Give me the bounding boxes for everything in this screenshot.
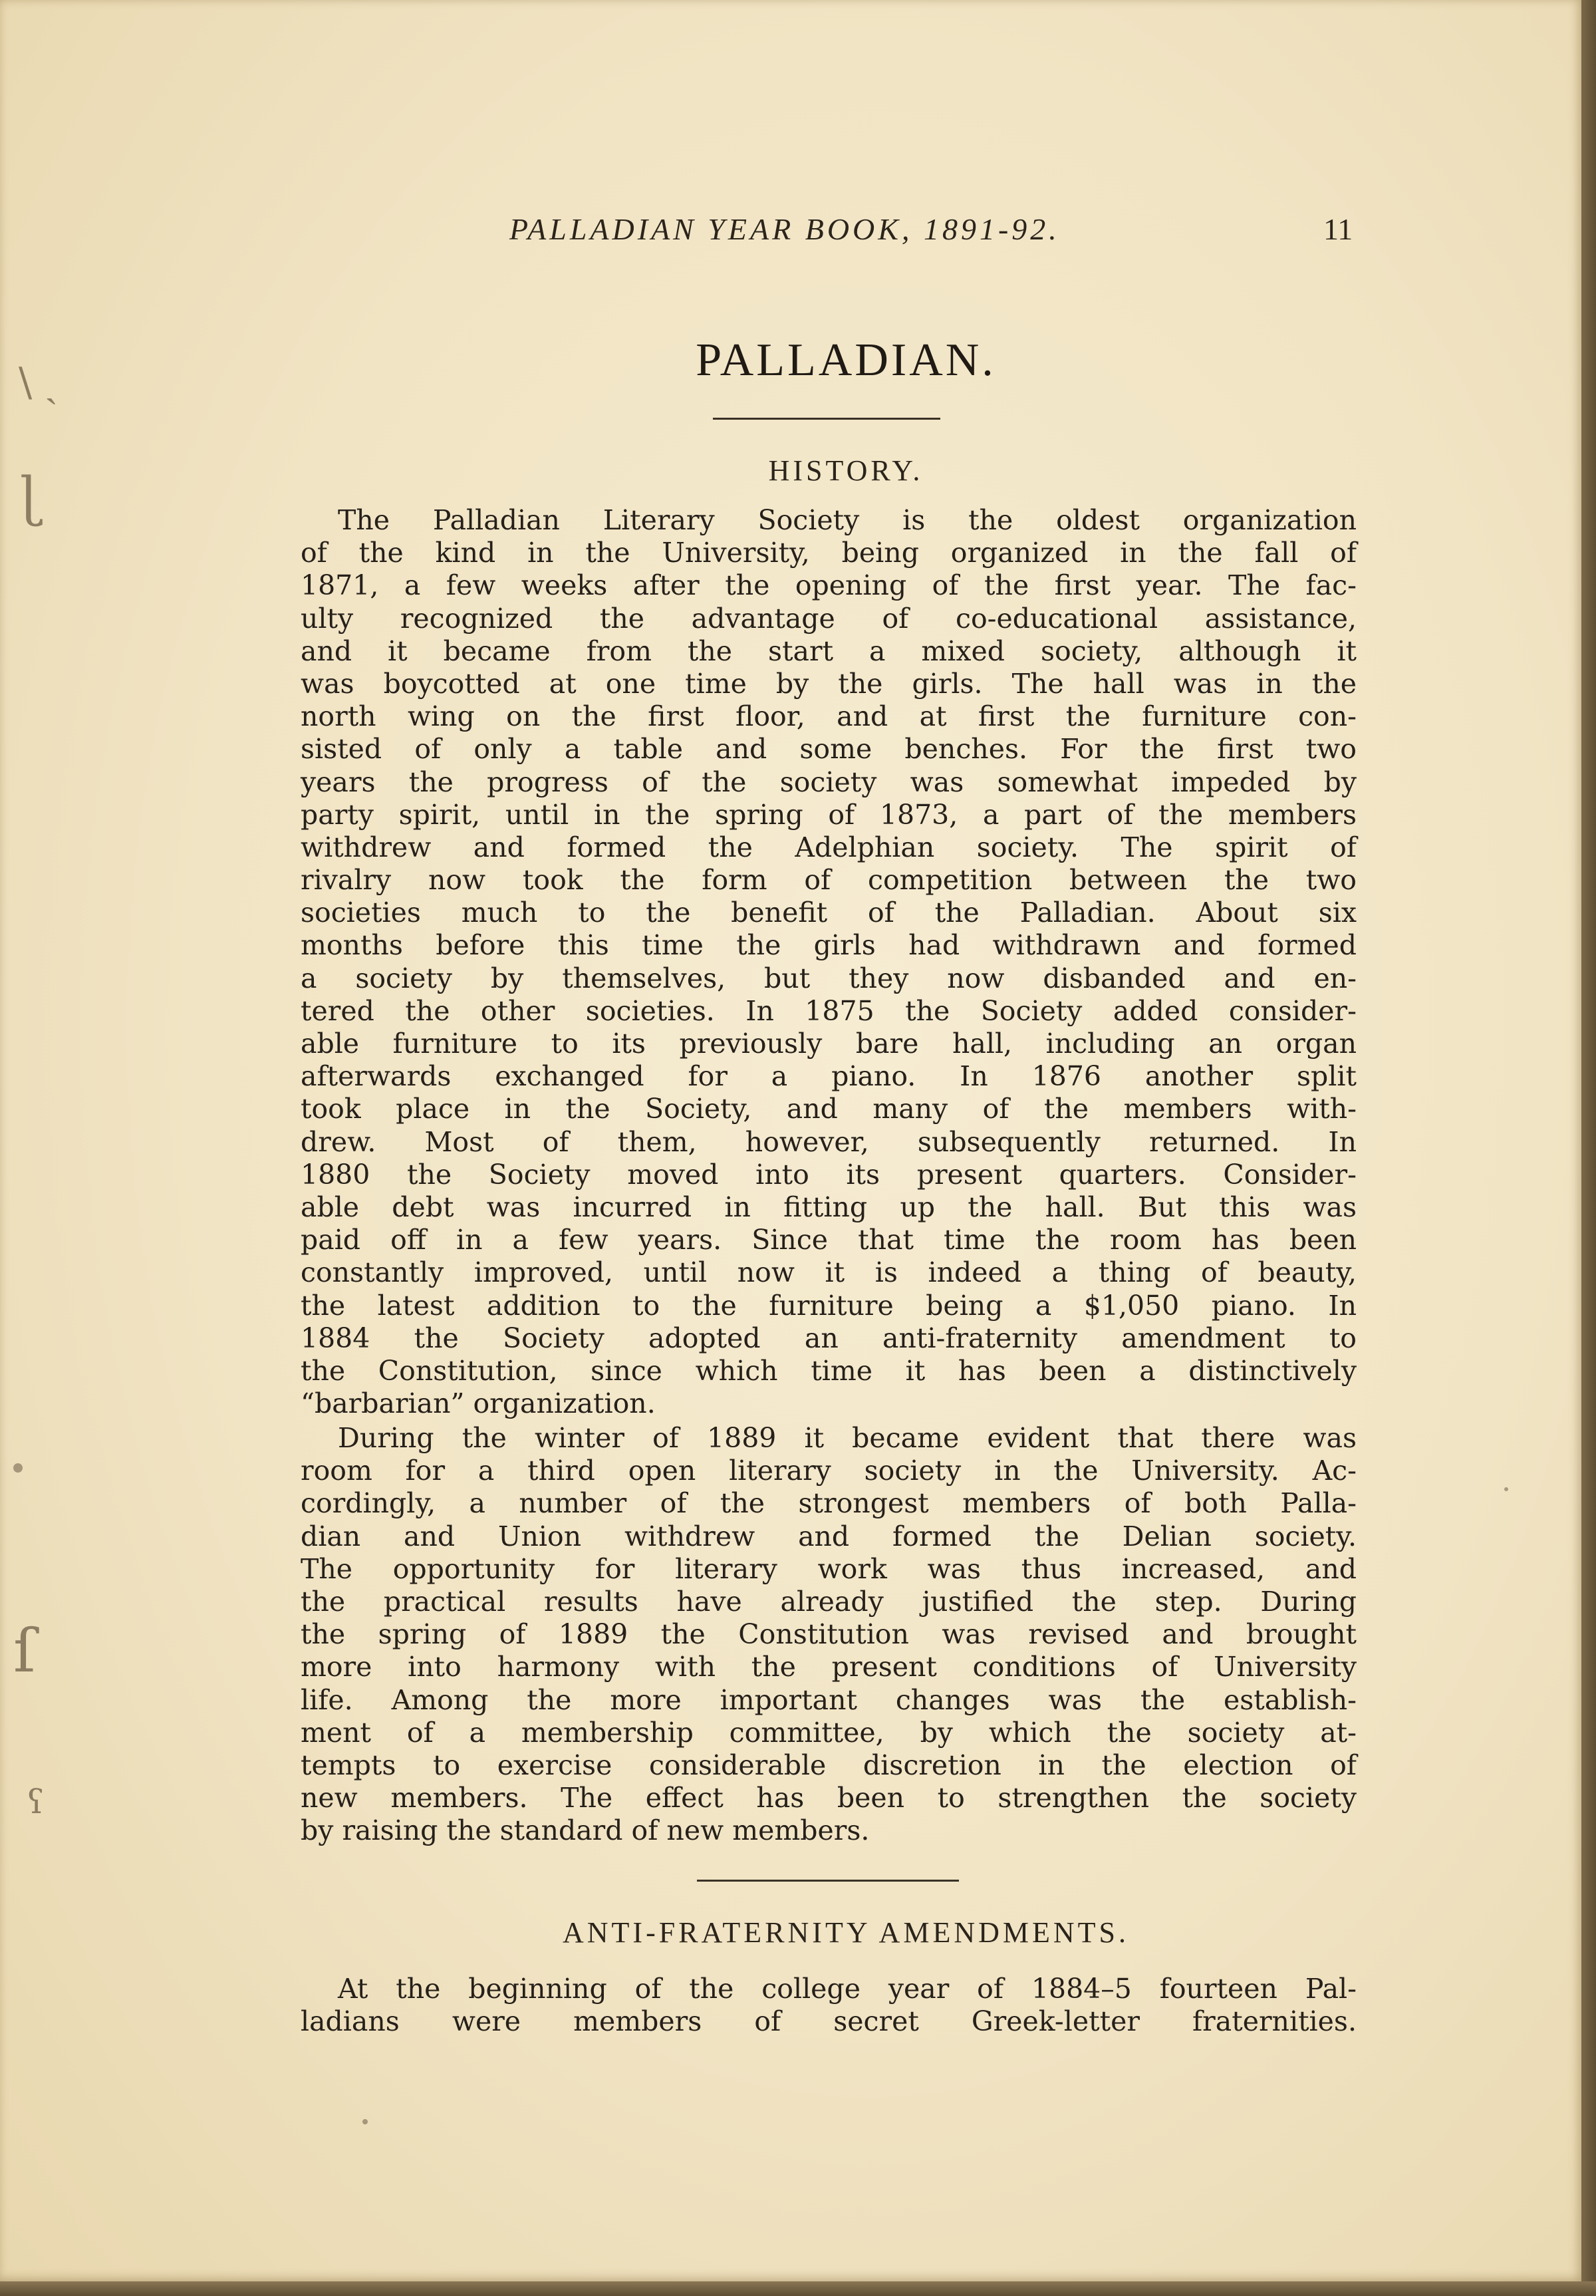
text-line: drew. Most of them, however, subsequently returned. In [301, 1125, 1357, 1158]
text-line: The Palladian Literary Society is the oldest organization [338, 504, 1357, 536]
text-line: the practical results have already justified the step. During [301, 1585, 1357, 1618]
text-line: At the beginning of the college year of 1884–5 fourteen Pal- [338, 1973, 1357, 2005]
running-head: PALLADIAN YEAR BOOK, 1891-92. [509, 212, 1060, 246]
text-line: societies much to the benefit of the Palladian. About six [301, 897, 1357, 929]
text-line: months before this time the girls had withdrawn and formed [301, 929, 1357, 962]
history-paragraph-2 [301, 1422, 1357, 1847]
margin-blemish-1: \ ˎ [19, 359, 59, 406]
title-rule [713, 418, 940, 420]
margin-blemish-4: ʕ [27, 1783, 45, 1821]
text-line: “barbarian” organization. [301, 1387, 656, 1420]
page-title: PALLADIAN. [696, 335, 996, 386]
text-line: dian and Union withdrew and formed the Delian society. [301, 1520, 1357, 1552]
text-line: afterwards exchanged for a piano. In 1876 another split [301, 1060, 1357, 1093]
text-line: withdrew and formed the Adelphian society. The spirit of [301, 831, 1357, 863]
text-line: paid off in a few years. Since that time the room has been [301, 1224, 1357, 1256]
text-line: of the kind in the University, being organized in the fall of [301, 537, 1357, 569]
page-bottom-edge [0, 2281, 1596, 2296]
text-line: During the winter of 1889 it became evident that there was [338, 1422, 1357, 1454]
text-line: 1884 the Society adopted an anti-fraternity amendment to [301, 1322, 1357, 1354]
history-paragraph-1 [301, 504, 1357, 1420]
text-line: ulty recognized the advantage of co-educational assistance, [301, 602, 1357, 635]
text-line: constantly improved, until now it is indeed a thing of beauty, [301, 1256, 1357, 1289]
text-line: the spring of 1889 the Constitution was revised and brought [301, 1618, 1357, 1651]
page-number: 11 [1323, 212, 1353, 246]
text-line: was boycotted at one time by the girls. The hall was in the [301, 667, 1357, 700]
text-line: room for a third open literary society in the University. Ac- [301, 1455, 1357, 1487]
margin-spot-3 [1504, 1487, 1508, 1491]
text-line: by raising the standard of new members. [301, 1814, 870, 1847]
margin-blemish-2: ɭ [20, 466, 40, 527]
text-line: the Constitution, since which time it has been a distinctively [301, 1354, 1357, 1387]
text-line: able furniture to its previously bare hall, including an organ [301, 1028, 1357, 1060]
text-line: cordingly, a number of the strongest members of both Palla- [301, 1487, 1357, 1520]
text-line: The opportunity for literary work was thus increased, and [301, 1552, 1357, 1585]
section-rule [697, 1880, 959, 1882]
text-line: a society by themselves, but they now disbanded and en- [301, 962, 1357, 994]
text-line: years the progress of the society was somewhat impeded by [301, 766, 1357, 798]
text-line: party spirit, until in the spring of 1873, a part of the members [301, 798, 1357, 831]
text-line: able debt was incurred in fitting up the hall. But this was [301, 1191, 1357, 1223]
text-line: rivalry now took the form of competition between the two [301, 864, 1357, 897]
text-line: ment of a membership committee, by which the society at- [301, 1716, 1357, 1749]
text-line: tered the other societies. In 1875 the Society added consider- [301, 994, 1357, 1027]
text-line: more into harmony with the present conditions of University [301, 1651, 1357, 1683]
text-line: the latest addition to the furniture being a $1,050 piano. In [301, 1289, 1357, 1322]
anti-fraternity-paragraph [301, 1973, 1357, 2038]
margin-blemish-3: ſ [13, 1616, 36, 1686]
text-line: sisted of only a table and some benches. For the first two [301, 733, 1357, 766]
margin-spot-1 [13, 1463, 23, 1473]
text-line: 1880 the Society moved into its present quarters. Consider- [301, 1158, 1357, 1191]
section-heading-history: HISTORY. [768, 454, 924, 487]
text-line: ladians were members of secret Greek-letter fraternities. [301, 2005, 1357, 2038]
text-line: new members. The effect has been to strengthen the society [301, 1782, 1357, 1814]
text-line: took place in the Society, and many of the members with- [301, 1093, 1357, 1125]
text-line: tempts to exercise considerable discretion in the election of [301, 1749, 1357, 1781]
section-heading-anti-fraternity: ANTI-FRATERNITY AMENDMENTS. [562, 1916, 1130, 1949]
text-line: 1871, a few weeks after the opening of the first year. The fac- [301, 569, 1357, 602]
margin-spot-2 [362, 2119, 368, 2124]
text-line: life. Among the more important changes was the establish- [301, 1683, 1357, 1716]
text-line: north wing on the first floor, and at first the furniture con- [301, 700, 1357, 733]
text-line: and it became from the start a mixed society, although it [301, 635, 1357, 667]
